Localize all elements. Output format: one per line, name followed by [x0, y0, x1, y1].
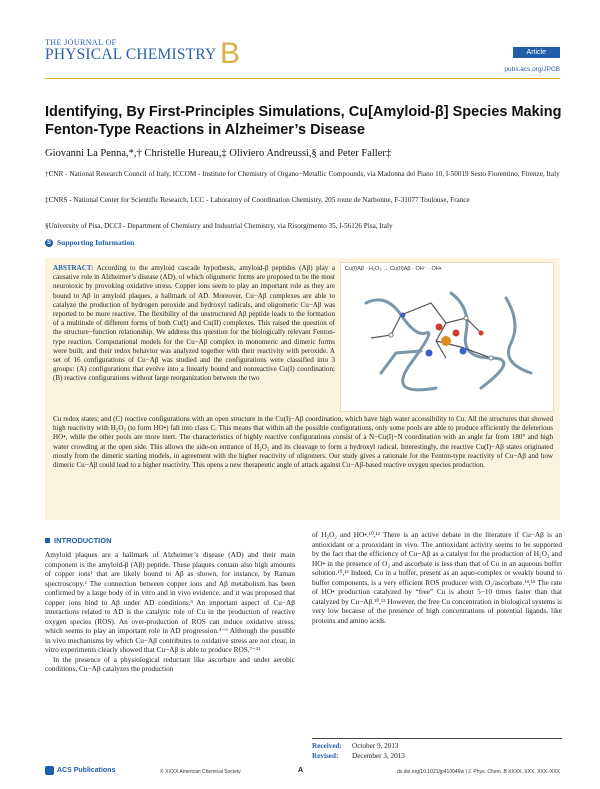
intro-paragraph-2: In the presence of a physiological reductant like ascorbate and under aerobic conditions, Cu−Aβ catalyzes the production [45, 654, 295, 673]
affiliation-2: ‡CNRS - National Center for Scientific Research, LCC - Laboratory of Coordination Chemistry, 205 route de Narbonne, F-31077 Toulouse, France [45, 196, 470, 204]
journal-letter: B [220, 37, 241, 70]
doi-citation-link[interactable]: dx.doi.org/10.1021/jp410046w | J. Phys. Chem. B XXXX, XXX, XXX−XXX [397, 769, 560, 775]
section-square-icon [45, 538, 50, 543]
publisher-name: ACS Publications [57, 767, 116, 774]
header-divider [45, 78, 560, 79]
abstract-text-bottom: Cu redox states; and (C) reactive configurations with an open structure in the Cu(I)−Aβ coordination, which have high water accessibility to Cu. All the structures that showed high reactivity with H₂O₂ (to form HO•) fall into class C. This means that within all the possible configurations, only some pools are able to produce efficiently the deleterious HO•, while the other pools are more inert. The characteristics of highly reactive configurations consist of a N−Cu(I)−N coordination with an angle far from 180° and high water crowding at the open side. This allows the side-on entrance of H₂O₂ and its cleavage to form a hydroxyl radical. Interestingly, the reactive Cu(I)−Aβ states originated mostly from the dimeric starting models, in agreement with the higher reactivity of oligomers. Our study gives a rationale for the Fenton-type reactivity of Cu−Aβ and how dimeric Cu−Aβ could lead to a higher reactivity. This opens a new therapeutic angle of attack against Cu−Aβ-based reactive oxygen species production. [53, 415, 553, 470]
abstract-label: ABSTRACT: [53, 264, 94, 272]
journal-url-link[interactable]: pubs.acs.org/JPCB [504, 66, 560, 73]
acs-logo-icon [45, 766, 54, 775]
copyright-notice: © XXXX American Chemical Society [160, 769, 241, 775]
supporting-info-icon: S [46, 239, 51, 246]
revised-value: December 3, 2013 [352, 752, 405, 760]
article-title: Identifying, By First-Principles Simulations, Cu[Amyloid-β] Species Making Fenton-Type Reactions in Alzheimer’s Disease [45, 104, 562, 138]
journal-name-line2: PHYSICAL CHEMISTRY [45, 46, 217, 63]
toc-graphic [340, 262, 554, 412]
revised-label: Revised: [312, 752, 339, 760]
journal-logo [45, 37, 245, 70]
supporting-info-label: Supporting Information [57, 238, 135, 247]
journal-name-line1: THE JOURNAL OF [45, 38, 117, 47]
intro-right-column [312, 530, 562, 625]
article-type-badge: Article [513, 47, 560, 58]
supporting-info-link[interactable] [45, 238, 134, 247]
received-value: October 9, 2013 [352, 742, 399, 750]
toc-reaction-label: Cu(I)Aβ · H₂O₂ → Cu(II)Aβ · OH⁻ · OH• [345, 266, 442, 272]
received-date [312, 742, 399, 750]
page-number: A [298, 767, 304, 774]
abstract-body-top: According to the amyloid cascade hypothesis, amyloid-β peptides (Aβ) play a causative role in Alzheimer’s disease (AD), of which oligomeric forms are proposed to be the most neurotoxic by provoking oxidative stress. Copper ions seem to play an important role as they are bound to Aβ in amyloid plaques, a hallmark of AD. Moreover, Cu−Aβ complexes are able to catalyze the production of hydrogen peroxide and hydroxyl radicals, and oligomeric Cu−Aβ was reported to be more reactive. The flexibility of the unstructured Aβ peptide leads to the formation of a multitude of different forms of both Cu(I) and Cu(II) complexes. This raised the question of the structure−function relationship. We address this question for the biologically relevant Fenton-type reaction. Computational models for the Cu−Aβ complex in monomeric and dimeric forms were built, and their redox behavior was analyzed together with their reactivity with peroxide. A set of 16 configurations of Cu−Aβ was studied and the configurations were classified into 3 groups: (A) configurations that evolve into a linearly bound and nonreactive Cu(I) coordination; (B) reactive configurations without large reorganization between the two [53, 264, 335, 383]
intro-right-paragraph: of H₂O₂ and HO•.¹⁰,¹² There is an active debate in the literature if Cu−Aβ is an antioxidant or a prooxidant in vivo. The antioxidant activity seems to be supported by the fact that the efficiency of Cu−Aβ as a catalyst for the production of H₂O₂ and HO• in the presence of O₂ and ascorbate is less than that of Cu in an aqueous buffer solution.¹⁰,¹³ Indeed, Cu in a buffer, present as an aquo-complex or weakly bound to buffer components, is a very efficient ROS producer with O₂/ascorbate.¹⁴,¹⁵ The rate of HO• production catalyzed by “free” Cu is about 5−10 times faster than that catalyzed by Cu−Aβ.¹⁰,¹² However, the free Cu concentration in biological systems is very low because of the presence of high concentrations of potential ligands, like proteins and amino acids. [312, 530, 562, 625]
introduction-heading-label: INTRODUCTION [54, 536, 112, 545]
molecule-structure-image [341, 263, 553, 411]
intro-paragraph-1: Amyloid plaques are a hallmark of Alzheimer’s disease (AD) and their main component is the amyloid-β (Aβ) peptide. These plaques contain also high amounts of copper ions¹ that are likely bound to Aβ as shown, for instance, by Raman spectroscopy.² The connection between copper ions and Aβ metabolism has been confirmed by a large body of in vitro and in vivo evidence, and it was proposed that copper ions bind to Aβ under AD conditions.³ An important aspect of Cu−Aβ interactions related to AD is the catalytic role of Cu in the production of reactive oxygen species (ROS). An over-production of ROS can induce oxidative stress, which seems to play an important role in AD progression.⁴⁻⁶ Although the possible in vivo mechanisms by which Cu−Aβ contributes to oxidative stress are not clear, in vitro experiments clearly showed that Cu−Aβ is able to produce ROS.⁷⁻¹¹ [45, 550, 295, 654]
abstract-text-top [53, 264, 335, 384]
affiliation-1: †CNR - National Research Council of Italy, ICCOM - Institute for Chemistry of Organo−Metallic Compounds, via Madonna del Piano 10, I-50019 Sesto Fiorentino, Firenze, Italy [45, 170, 560, 178]
revised-date [312, 752, 405, 760]
introduction-heading [45, 536, 112, 545]
author-list: Giovanni La Penna,*,† Christelle Hureau,‡ Oliviero Andreussi,§ and Peter Faller‡ [45, 148, 392, 159]
dates-divider [312, 738, 562, 739]
acs-publications-logo [45, 766, 115, 775]
affiliation-3: §University of Pisa, DCCI - Department of Chemistry and Industrial Chemistry, via Risorgimento 35, I-56126 Pisa, Italy [45, 222, 393, 230]
received-label: Received: [312, 742, 342, 750]
intro-left-column [45, 550, 295, 674]
